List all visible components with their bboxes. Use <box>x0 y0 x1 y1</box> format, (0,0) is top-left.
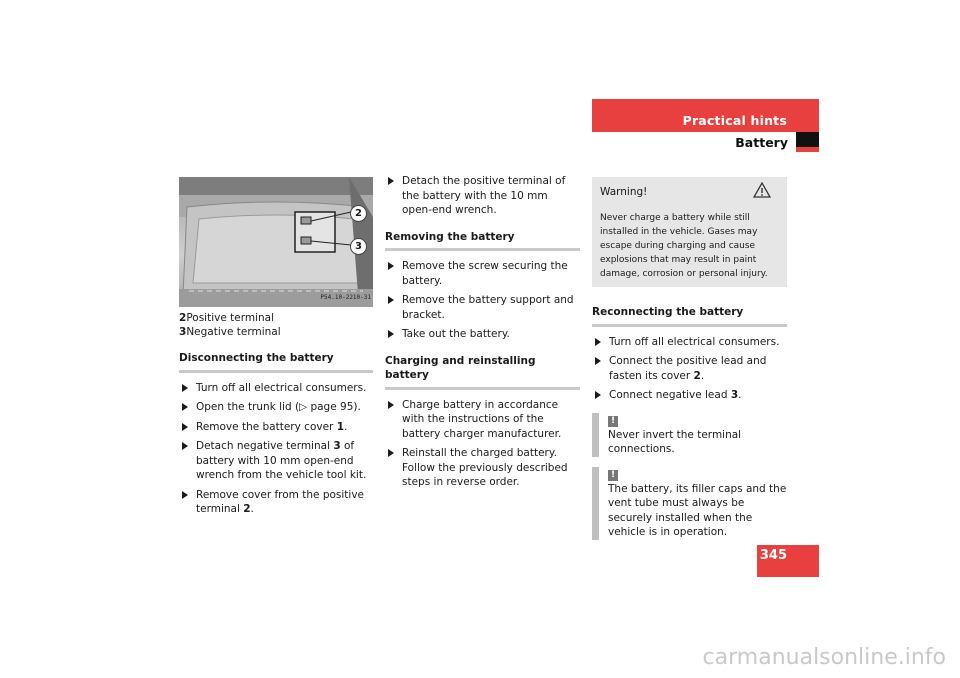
warning-title: Warning! <box>600 186 648 198</box>
step-item: Remove the screw securing the battery. <box>385 259 580 288</box>
step-item: Take out the battery. <box>385 327 580 342</box>
heading-disconnecting: Disconnecting the battery <box>179 351 373 373</box>
page-number-box <box>757 545 819 577</box>
step-item: Detach negative terminal 3 of battery with 10 mm open-end wrench from the vehicle tool kit. <box>179 439 373 483</box>
subsection-title: Battery <box>735 135 788 150</box>
page-number: 345 <box>759 548 787 563</box>
watermark: carmanualsonline.info <box>702 645 946 670</box>
trunk-illustration <box>179 177 373 307</box>
step-item: Remove the battery support and bracket. <box>385 293 580 322</box>
callout-3: 3 <box>350 238 367 255</box>
step-item: Connect negative lead 3. <box>592 388 787 403</box>
heading-reconnecting: Reconnecting the battery <box>592 305 787 327</box>
step-item: Reinstall the charged battery. Follow the previously described steps in reverse order. <box>385 446 580 490</box>
figure-legend <box>179 312 373 339</box>
legend-item: 2Positive terminal <box>179 312 274 324</box>
column-middle <box>385 174 580 495</box>
exclamation-icon: ! <box>608 416 618 427</box>
step-item: Turn off all electrical consumers. <box>592 335 787 350</box>
note-box <box>592 413 787 457</box>
subsection-bar <box>592 132 796 152</box>
column-left <box>179 177 373 522</box>
header-marker <box>796 132 819 147</box>
step-item: Charge battery in accordance with the instructions of the battery charger manufacturer. <box>385 398 580 442</box>
note-box <box>592 467 787 540</box>
battery-figure <box>179 177 373 307</box>
heading-charging: Charging and reinstalling battery <box>385 354 580 390</box>
step-item: Turn off all electrical consumers. <box>179 381 373 396</box>
legend-item: 3Negative terminal <box>179 325 281 338</box>
step-item: Detach the positive terminal of the battery with the 10 mm open-end wrench. <box>385 174 580 218</box>
step-item: Connect the positive lead and fasten its cover 2. <box>592 354 787 383</box>
warning-triangle-icon <box>753 182 771 198</box>
step-item: Open the trunk lid (▷ page 95). <box>179 400 373 415</box>
note-text: The battery, its filler caps and the vent tube must always be securely installed when the vehicle is in operation. <box>608 482 787 538</box>
step-item: Remove the battery cover 1. <box>179 420 373 435</box>
exclamation-icon: ! <box>608 470 618 481</box>
figure-code: P54.10-2210-31 <box>320 293 371 301</box>
step-item: Remove cover from the positive terminal 2. <box>179 488 373 517</box>
note-text: Never invert the terminal connections. <box>608 428 742 455</box>
section-title: Practical hints <box>682 113 787 128</box>
warning-text: Never charge a battery while still installed in the vehicle. Gases may escape during charging and cause explosions that may result in paint damage, corrosion or personal injury. <box>600 213 768 279</box>
heading-removing: Removing the battery <box>385 230 580 252</box>
callout-2: 2 <box>350 205 367 222</box>
column-right <box>592 177 787 540</box>
warning-header <box>600 185 779 199</box>
warning-box <box>592 177 787 287</box>
